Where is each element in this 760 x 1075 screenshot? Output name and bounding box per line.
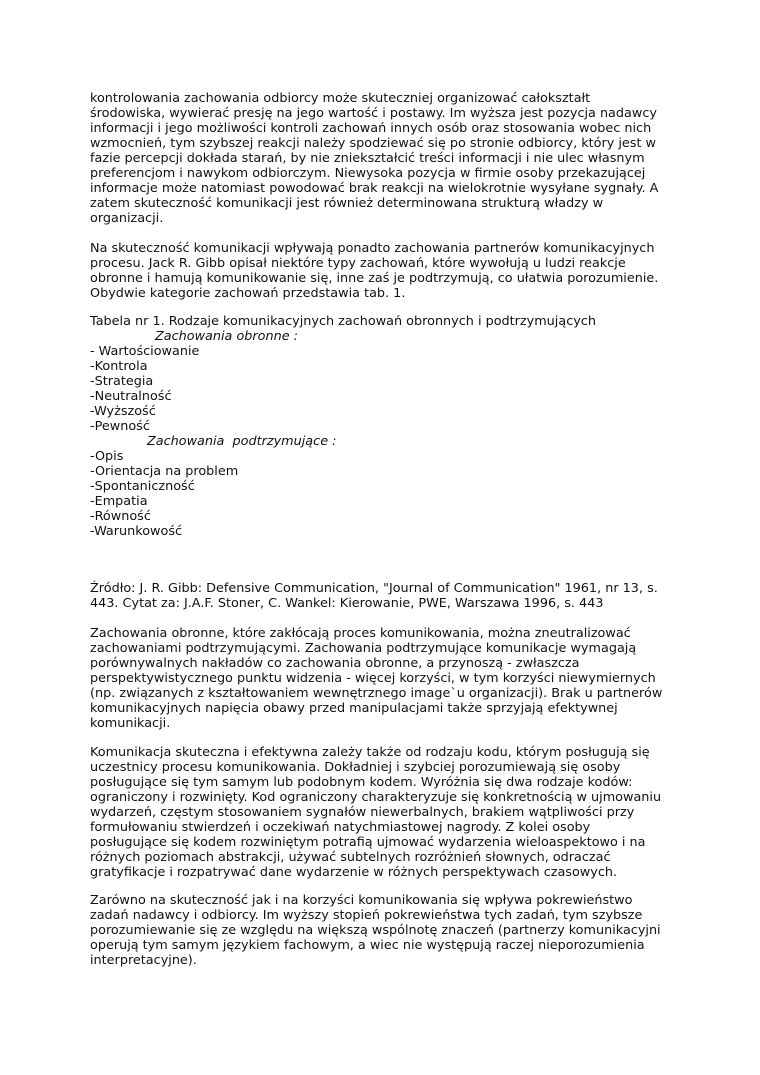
paragraph-5 (90, 893, 730, 968)
text-line: 443. Cytat za: J.A.F. Stoner, C. Wankel: Kierowanie, PWE, Warszawa 1996, s. 443 (90, 596, 604, 611)
text-line: zatem skuteczność komunikacji jest również determinowana strukturą władzy w (90, 196, 604, 211)
text-line: Obydwie kategorie zachowań przedstawia tab. 1. (90, 286, 406, 301)
text-line: informacje może natomiast powodować brak reakcji na wielokrotnie wysyłane sygnały. A (90, 181, 659, 196)
text-line: wydarzeń, częstym stosowaniem sygnałów niewerbalnych, brakiem wątpliwości przy (90, 805, 635, 820)
text-line: porozumiewanie się ze względu na większą wspólnotę znaczeń (partnerzy komunikacyjni (90, 923, 661, 938)
text-line: -Równość (90, 509, 151, 524)
text-line: -Neutralność (90, 389, 172, 404)
table-title: Tabela nr 1. Rodzaje komunikacyjnych zachowań obronnych i podtrzymujących (90, 314, 596, 329)
text-line: Komunikacja skuteczna i efektywna zależy także od rodzaju kodu, którym posługują się (90, 745, 650, 760)
text-line: -Kontrola (90, 359, 148, 374)
text-line: kontrolowania zachowania odbiorcy może skuteczniej organizować całokształt (90, 91, 591, 106)
defensive-header: Zachowania obronne : (155, 329, 298, 344)
text-line: - Wartościowanie (90, 344, 200, 359)
text-line: uczestnicy procesu komunikowania. Dokładniej i szybciej porozumiewają się osoby (90, 760, 621, 775)
paragraph-4 (90, 745, 730, 880)
text-line: fazie percepcji dokłada starań, by nie zniekształcić treści informacji i nie ulec własnym (90, 151, 645, 166)
defensive-list (90, 344, 730, 434)
supportive-header: Zachowania podtrzymujące : (147, 434, 337, 449)
text-line: -Opis (90, 449, 124, 464)
text-line: -Empatia (90, 494, 148, 509)
source-citation (90, 581, 730, 611)
text-line: komunikacji. (90, 716, 171, 731)
text-line: Zachowania obronne, które zakłócają proces komunikowania, można zneutralizować (90, 626, 631, 641)
text-line: komunikacyjnych napięcia obawy przed manipulacjami także sprzyjają efektywnej (90, 701, 618, 716)
text-line: posługujące się kodem rozwiniętym potrafią ujmować wydarzenia wieloaspektowo i na (90, 835, 646, 850)
text-line: obronne i hamują komunikowanie się, inne zaś je podtrzymują, co ułatwia porozumienie. (90, 271, 659, 286)
paragraph-3 (90, 626, 730, 731)
text-line: środowiska, wywierać presję na jego wartość i postawy. Im wyższa jest pozycja nadawcy (90, 106, 657, 121)
text-line: formułowaniu stwierdzeń i oczekiwań natychmiastowej nagrody. Z kolei osoby (90, 820, 591, 835)
supportive-list (90, 449, 730, 539)
text-line: Źródło: J. R. Gibb: Defensive Communication, "Journal of Communication" 1961, nr 13, s. (90, 581, 658, 596)
text-line: -Pewność (90, 419, 150, 434)
text-line: wzmocnień, tym szybszej reakcji należy spodziewać się po stronie odbiorcy, który jest w (90, 136, 657, 151)
text-line: -Strategia (90, 374, 154, 389)
text-line: zadań nadawcy i odbiorcy. Im wyższy stopień pokrewieństwa tych zadań, tym szybsze (90, 908, 643, 923)
text-line: organizacji. (90, 211, 164, 226)
text-line: Na skuteczność komunikacji wpływają ponadto zachowania partnerów komunikacyjnych (90, 241, 655, 256)
text-line: informacji i jego możliwości kontroli zachowań innych osób oraz stosowania wobec nich (90, 121, 652, 136)
text-line: zachowaniami podtrzymującymi. Zachowania podtrzymujące komunikacje wymagają (90, 641, 637, 656)
text-line: procesu. Jack R. Gibb opisał niektóre typy zachowań, które wywołują u ludzi reakcje (90, 256, 626, 271)
text-line: interpretacyjne). (90, 953, 197, 968)
text-line: preferencjom i nawykom odbiorczym. Niewysoka pozycja w firmie osoby przekazującej (90, 166, 646, 181)
text-line: gratyfikacje i rozpatrywać dane wydarzenie w różnych perspektywach czasowych. (90, 865, 618, 880)
text-line: -Spontaniczność (90, 479, 195, 494)
text-line: (np. związanych z kształtowaniem wewnętrznego image`u organizacji). Brak u partnerów (90, 686, 663, 701)
text-line: operują tym samym językiem fachowym, a wiec nie występują raczej nieporozumienia (90, 938, 645, 953)
text-line: perspektywistycznego punktu widzenia - więcej korzyści, w tym korzyści niewymiernych (90, 671, 656, 686)
text-line: -Orientacja na problem (90, 464, 239, 479)
paragraph-2 (90, 241, 730, 301)
text-line: Zarówno na skuteczność jak i na korzyści komunikowania się wpływa pokrewieństwo (90, 893, 633, 908)
text-line: -Wyższość (90, 404, 156, 419)
text-line: różnych poziomach abstrakcji, używać subtelnych rozróżnień słownych, odraczać (90, 850, 611, 865)
paragraph-1 (90, 91, 730, 226)
text-line: porównywalnych nakładów co zachowania obronne, a przynoszą - zwłaszcza (90, 656, 580, 671)
text-line: posługujące się tym samym lub podobnym kodem. Wyróżnia się dwa rodzaje kodów: (90, 775, 633, 790)
text-line: -Warunkowość (90, 524, 183, 539)
text-line: ograniczony i rozwinięty. Kod ograniczony charakteryzuje się konkretnością w ujmowaniu (90, 790, 662, 805)
table-1 (90, 314, 730, 539)
